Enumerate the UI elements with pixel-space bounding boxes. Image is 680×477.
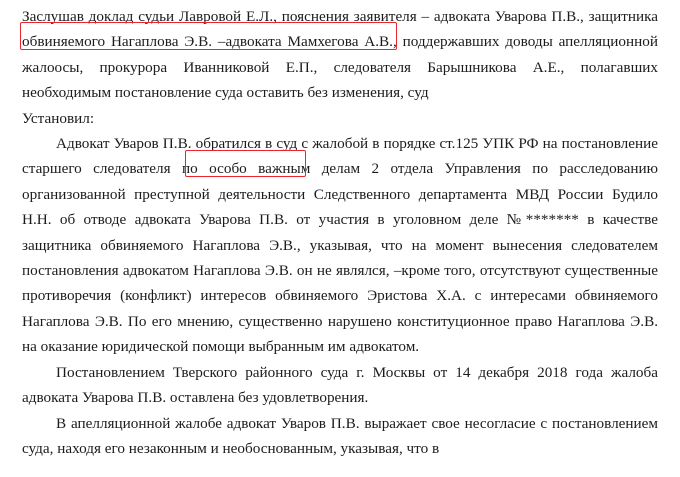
paragraph-hearing-report: Заслушав доклад судьи Лавровой Е.Л., пояснения заявителя – адвоката Уварова П.В., защитника обвиняемого Нагаплова Э.В. –адвоката Мамхегова А.В., поддержавших доводы апелляционной жалоосы, прокурора Иванниковой Е.П., следователя Барышникова А.Е., полагавших необходимым постановление суда оставить без изменения, суд bbox=[22, 8, 658, 102]
paragraph-appeal: В апелляционной жалобе адвокат Уваров П.В. выражает свое несогласие с постановлением суда, находя его незаконным и необоснованным, указывая, что в bbox=[22, 414, 658, 457]
section-heading-ustanovil: Установил: bbox=[22, 109, 95, 127]
document-body bbox=[22, 4, 658, 461]
paragraph-court-decision: Постановлением Тверского районного суда г. Москвы от 14 декабря 2018 года жалоба адвоката Уварова П.В. оставлена без удовлетворения. bbox=[22, 363, 658, 407]
paragraph-complaint-details: Адвокат Уваров П.В. обратился в суд с жалобой в порядке ст.125 УПК РФ на постановление старшего следователя по особо важным делам 2 отдела Управления по расследованию организованной преступной деятельности Следственного департамента МВД России Будило Н.Н. об отводе адвоката Уварова П.В. от участия в уголовном деле №******* в качестве защитника обвиняемого Нагаплова Э.В., указывая, что на момент вынесения следователем постановления адвокатом Нагаплова Э.В. он не являлся, –кроме того, отсутствуют существенные противоречия (конфликт) интересов обвиняемого Эристова Х.А. с интересами обвиняемого Нагаплова Э.В. По его мнению, существенно нарушено конституционное право Нагаплова Э.В. на оказание юридической помощи выбранным им адвокатом. bbox=[22, 135, 658, 356]
